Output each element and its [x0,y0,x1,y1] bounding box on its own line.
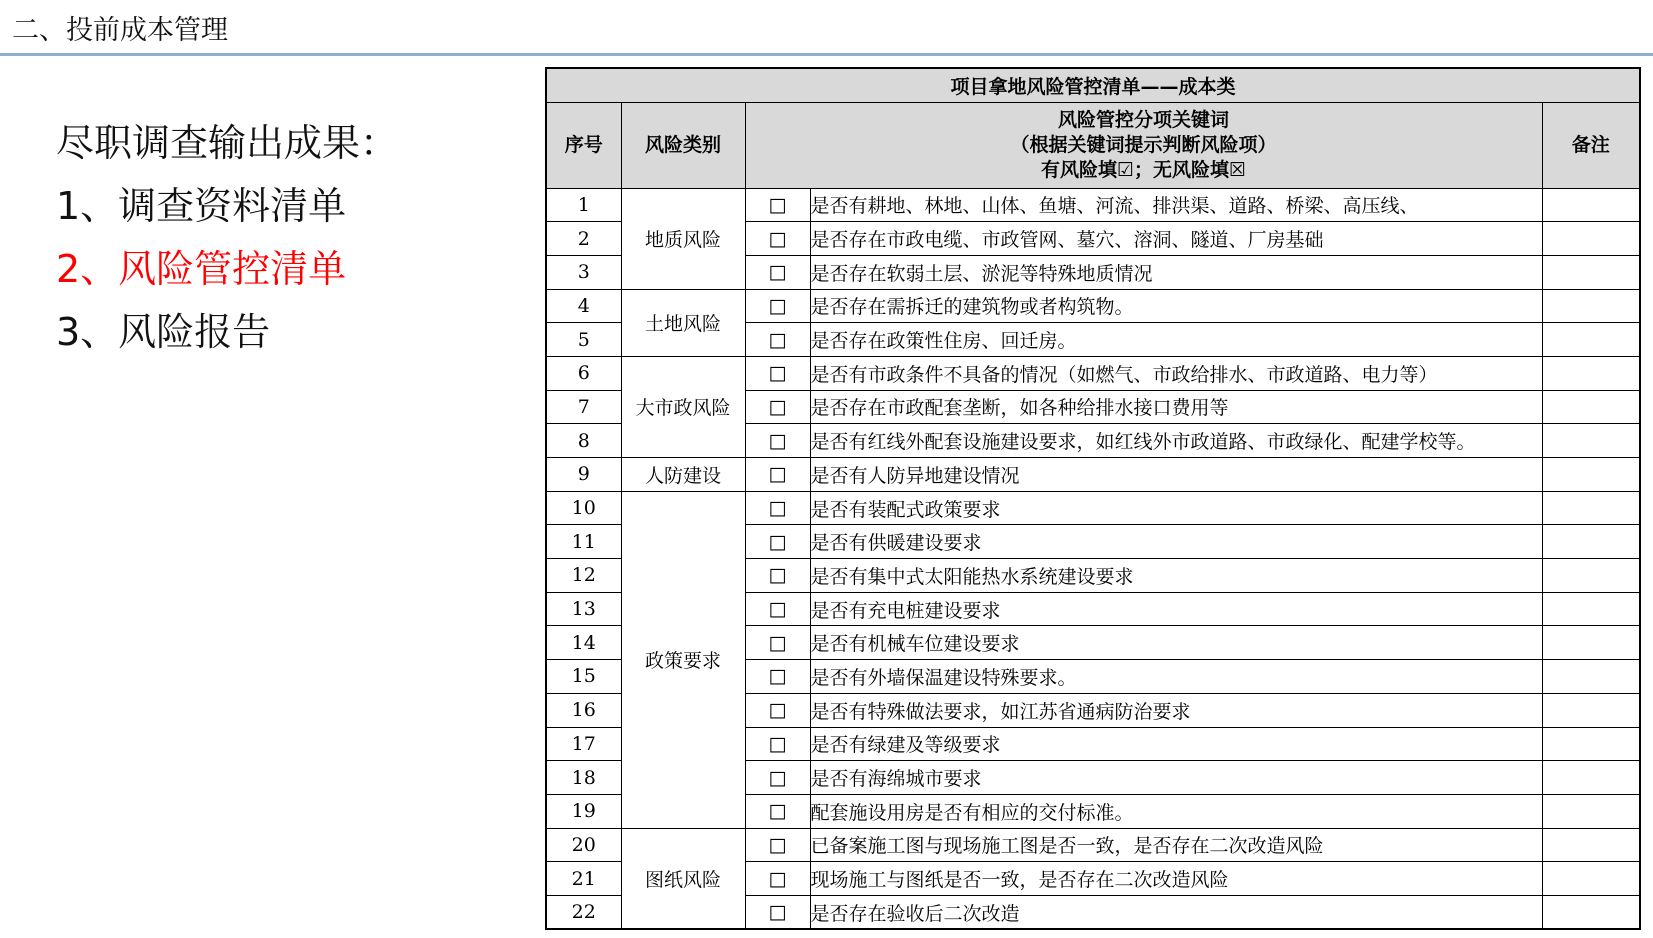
risk-checkbox[interactable]: □ [745,323,810,357]
remark-cell[interactable] [1542,390,1640,424]
risk-checkbox[interactable]: □ [745,828,810,862]
row-number: 18 [546,761,621,795]
outline-item-risk-checklist: 2、风险管控清单 [56,247,347,291]
title-bar [0,0,1653,56]
row-number: 17 [546,727,621,761]
row-number: 8 [546,424,621,458]
remark-cell[interactable] [1542,525,1640,559]
table-caption: 项目拿地风险管控清单——成本类 [546,68,1640,102]
remark-cell[interactable] [1542,222,1640,256]
risk-checkbox[interactable]: □ [745,356,810,390]
risk-description: 是否有特殊做法要求，如江苏省通病防治要求 [810,693,1542,727]
row-number: 4 [546,289,621,323]
table-row [546,828,1640,862]
table-row [546,458,1640,492]
risk-description: 是否有绿建及等级要求 [810,727,1542,761]
category-cell-drawings: 图纸风险 [621,828,745,929]
remark-cell[interactable] [1542,761,1640,795]
category-cell-land: 土地风险 [621,289,745,356]
risk-checkbox[interactable]: □ [745,525,810,559]
category-cell-policy: 政策要求 [621,491,745,828]
table-row [546,188,1640,222]
risk-description: 是否有市政条件不具备的情况（如燃气、市政给排水、市政道路、电力等） [810,356,1542,390]
table-row [546,356,1640,390]
risk-description: 配套施设用房是否有相应的交付标准。 [810,794,1542,828]
remark-cell[interactable] [1542,255,1640,289]
keywords-header-line1: 风险管控分项关键词 [1057,108,1229,131]
remark-cell[interactable] [1542,356,1640,390]
row-number: 15 [546,660,621,694]
remark-cell[interactable] [1542,862,1640,896]
risk-description: 是否有人防异地建设情况 [810,458,1542,492]
row-number: 5 [546,323,621,357]
risk-description: 是否存在市政电缆、市政管网、墓穴、溶洞、隧道、厂房基础 [810,222,1542,256]
column-header-remarks: 备注 [1542,102,1640,188]
row-number: 13 [546,592,621,626]
risk-checkbox[interactable]: □ [745,761,810,795]
column-header-index: 序号 [546,102,621,188]
risk-checkbox[interactable]: □ [745,693,810,727]
risk-description: 现场施工与图纸是否一致，是否存在二次改造风险 [810,862,1542,896]
outline-list [56,112,398,364]
row-number: 12 [546,559,621,593]
remark-cell[interactable] [1542,895,1640,929]
risk-checkbox[interactable]: □ [745,424,810,458]
table-row [546,491,1640,525]
risk-description: 是否存在政策性住房、回迁房。 [810,323,1542,357]
outline-item-survey-checklist: 1、调查资料清单 [56,184,347,228]
risk-description: 已备案施工图与现场施工图是否一致，是否存在二次改造风险 [810,828,1542,862]
remark-cell[interactable] [1542,592,1640,626]
risk-control-table [545,67,1641,930]
risk-description: 是否有装配式政策要求 [810,491,1542,525]
row-number: 19 [546,794,621,828]
risk-checkbox[interactable]: □ [745,255,810,289]
keywords-header-line2: （根据关键词提示判断风险项） [1010,133,1277,156]
remark-cell[interactable] [1542,289,1640,323]
remark-cell[interactable] [1542,794,1640,828]
risk-checkbox[interactable]: □ [745,289,810,323]
risk-description: 是否存在需拆迁的建筑物或者构筑物。 [810,289,1542,323]
risk-checkbox[interactable]: □ [745,895,810,929]
risk-description: 是否有集中式太阳能热水系统建设要求 [810,559,1542,593]
risk-checkbox[interactable]: □ [745,390,810,424]
row-number: 11 [546,525,621,559]
risk-description: 是否存在市政配套垄断，如各种给排水接口费用等 [810,390,1542,424]
risk-description: 是否存在软弱土层、淤泥等特殊地质情况 [810,255,1542,289]
risk-checkbox[interactable]: □ [745,727,810,761]
risk-description: 是否有海绵城市要求 [810,761,1542,795]
risk-checkbox[interactable]: □ [745,862,810,896]
remark-cell[interactable] [1542,491,1640,525]
row-number: 2 [546,222,621,256]
remark-cell[interactable] [1542,626,1640,660]
remark-cell[interactable] [1542,660,1640,694]
remark-cell[interactable] [1542,828,1640,862]
row-number: 10 [546,491,621,525]
risk-checkbox[interactable]: □ [745,626,810,660]
remark-cell[interactable] [1542,188,1640,222]
remark-cell[interactable] [1542,559,1640,593]
table-row [546,289,1640,323]
category-cell-civil-defense: 人防建设 [621,458,745,492]
risk-description: 是否有供暖建设要求 [810,525,1542,559]
risk-checkbox[interactable]: □ [745,188,810,222]
risk-description: 是否有红线外配套设施建设要求，如红线外市政道路、市政绿化、配建学校等。 [810,424,1542,458]
outline-heading: 尽职调查输出成果： [56,121,399,165]
remark-cell[interactable] [1542,424,1640,458]
risk-description: 是否存在验收后二次改造 [810,895,1542,929]
row-number: 9 [546,458,621,492]
risk-checkbox[interactable]: □ [745,660,810,694]
row-number: 3 [546,255,621,289]
column-header-category: 风险类别 [621,102,745,188]
risk-description: 是否有机械车位建设要求 [810,626,1542,660]
risk-checkbox[interactable]: □ [745,491,810,525]
risk-checkbox[interactable]: □ [745,559,810,593]
category-cell-municipal: 大市政风险 [621,356,745,457]
remark-cell[interactable] [1542,323,1640,357]
risk-description: 是否有充电桩建设要求 [810,592,1542,626]
outline-item-risk-report: 3、风险报告 [56,310,271,354]
row-number: 6 [546,356,621,390]
risk-checkbox[interactable]: □ [745,458,810,492]
category-cell-geology: 地质风险 [621,188,745,289]
risk-checkbox[interactable]: □ [745,592,810,626]
row-number: 14 [546,626,621,660]
remark-cell[interactable] [1542,458,1640,492]
row-number: 21 [546,862,621,896]
risk-description: 是否有外墙保温建设特殊要求。 [810,660,1542,694]
row-number: 16 [546,693,621,727]
section-title: 二、投前成本管理 [12,15,228,46]
row-number: 20 [546,828,621,862]
risk-checkbox[interactable]: □ [745,794,810,828]
keywords-header-line3: 有风险填☑；无风险填☒ [1040,158,1247,181]
row-number: 22 [546,895,621,929]
remark-cell[interactable] [1542,693,1640,727]
row-number: 7 [546,390,621,424]
column-header-keywords [745,102,1542,188]
risk-checkbox[interactable]: □ [745,222,810,256]
risk-description: 是否有耕地、林地、山体、鱼塘、河流、排洪渠、道路、桥梁、高压线、 [810,188,1542,222]
row-number: 1 [546,188,621,222]
remark-cell[interactable] [1542,727,1640,761]
